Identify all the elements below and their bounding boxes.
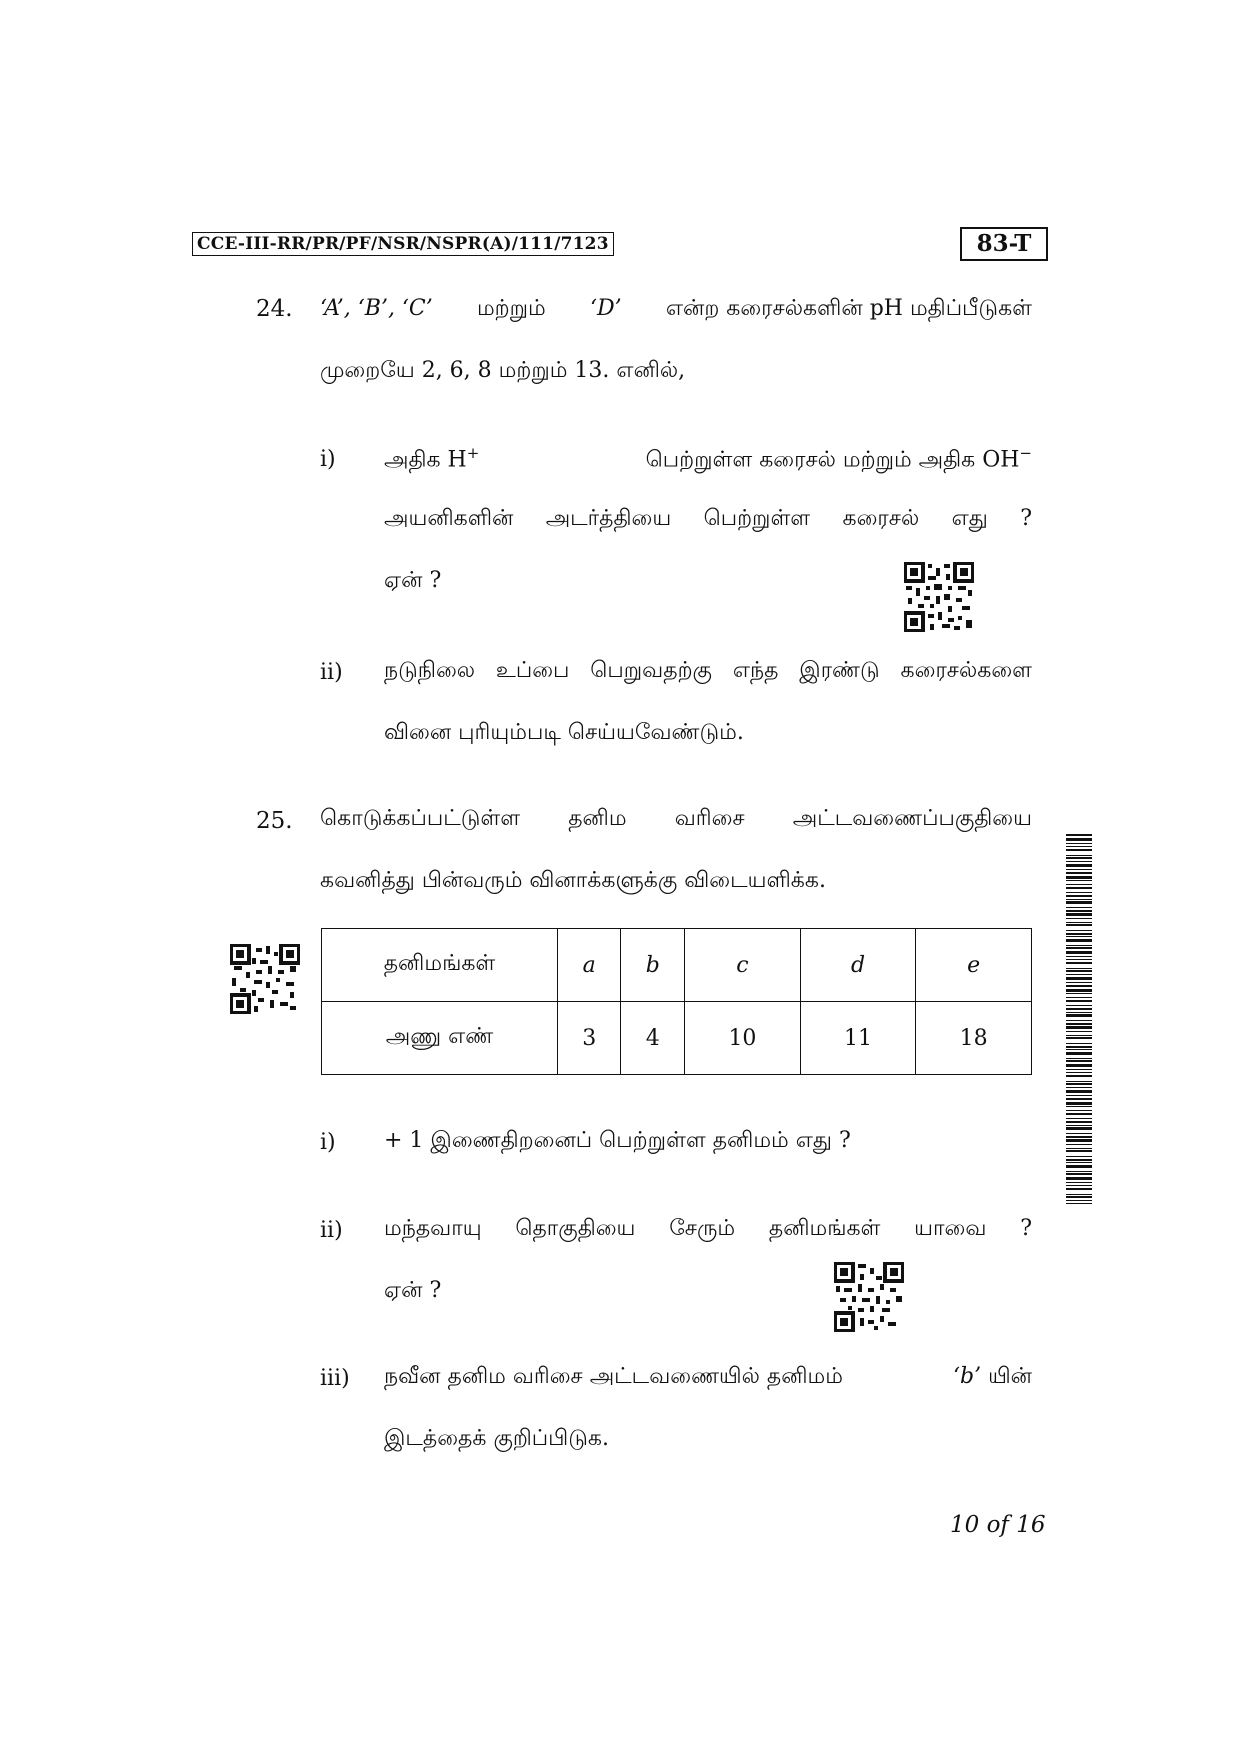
question-25-line-2: கவனித்து பின்வரும் வினாக்களுக்கு விடையளிக்க. [320,868,826,893]
paper-code: 83-T [960,227,1048,261]
barcode-icon [1066,834,1092,1204]
table-cell-element: c [685,929,801,1002]
solution-label-d: ‘D’ [589,296,622,321]
q25-sub-i-label: i) [320,1130,336,1155]
conjunction-and: மற்றும் [476,296,546,321]
question-24-number: 24. [256,296,293,322]
table-cell-element: d [800,929,916,1002]
q25-sub-iii-text-b: ‘b’ யின் [953,1364,1032,1389]
q24-sub-ii-line-2: வினை புரியும்படி செய்யவேண்டும். [384,720,744,745]
series-code: CCE-III-RR/PR/PF/NSR/NSPR(A)/111/7123 [192,232,614,256]
table-cell-atomic-number: 11 [800,1002,916,1075]
qr-code-icon [230,944,300,1014]
q25-sub-ii-label: ii) [320,1218,343,1243]
q25-sub-iii-line-1 [384,1364,1032,1392]
q25-sub-ii-line-2: ஏன் ? [384,1278,442,1303]
table-cell-atomic-number: 3 [558,1002,621,1075]
question-25-number: 25. [256,808,293,834]
q25-sub-i-line-1: + 1 இணைதிறனைப் பெற்றுள்ள தனிமம் எது ? [384,1128,851,1153]
table-cell-atomic-number: 18 [916,1002,1032,1075]
q24-sub-ii-line-1: நடுநிலை உப்பை பெறுவதற்கு எந்த இரண்டு கரைசல்களை [384,658,1032,683]
table-header-atomic-number: அணு எண் [322,1002,558,1075]
q24-sub-i-line-1 [384,444,1032,475]
qr-code-icon [834,1262,904,1332]
q25-sub-iii-text-a: நவீன தனிம வரிசை அட்டவணையில் தனிமம் [384,1364,843,1389]
q24-sub-i-line-3: ஏன் ? [384,568,442,593]
element-table [321,928,1032,1075]
table-row-atomic-numbers [322,1002,1032,1075]
table-cell-atomic-number: 4 [621,1002,685,1075]
question-24-line-1-rest: என்ற கரைசல்களின் pH மதிப்பீடுகள் [665,296,1032,321]
q24-sub-ii-label: ii) [320,660,343,685]
q25-sub-ii-line-1: மந்தவாயு தொகுதியை சேரும் தனிமங்கள் யாவை ? [384,1216,1032,1241]
question-24-line-2: முறையே 2, 6, 8 மற்றும் 13. எனில், [320,358,686,383]
table-cell-atomic-number: 10 [685,1002,801,1075]
solution-labels: ‘A’, ‘B’, ‘C’ [320,296,433,321]
question-24-line-1 [320,296,1032,324]
table-header-elements: தனிமங்கள் [322,929,558,1002]
table-cell-element: a [558,929,621,1002]
q25-sub-iii-label: iii) [320,1366,350,1391]
q24-sub-i-text-a: அதிக H+ [384,444,480,473]
page-number: 10 of 16 [950,1512,1046,1538]
q25-sub-iii-line-2: இடத்தைக் குறிப்பிடுக. [384,1426,609,1451]
question-25-line-1: கொடுக்கப்பட்டுள்ள தனிம வரிசை அட்டவணைப்பகுதியை [320,806,1032,831]
qr-code-icon [904,562,974,632]
table-cell-element: b [621,929,685,1002]
q24-sub-i-label: i) [320,447,336,472]
q24-sub-i-text-b: பெற்றுள்ள கரைசல் மற்றும் அதிக OH− [645,444,1032,473]
table-row-elements [322,929,1032,1002]
table-cell-element: e [916,929,1032,1002]
q24-sub-i-line-2: அயனிகளின் அடர்த்தியை பெற்றுள்ள கரைசல் எது ? [384,506,1032,531]
